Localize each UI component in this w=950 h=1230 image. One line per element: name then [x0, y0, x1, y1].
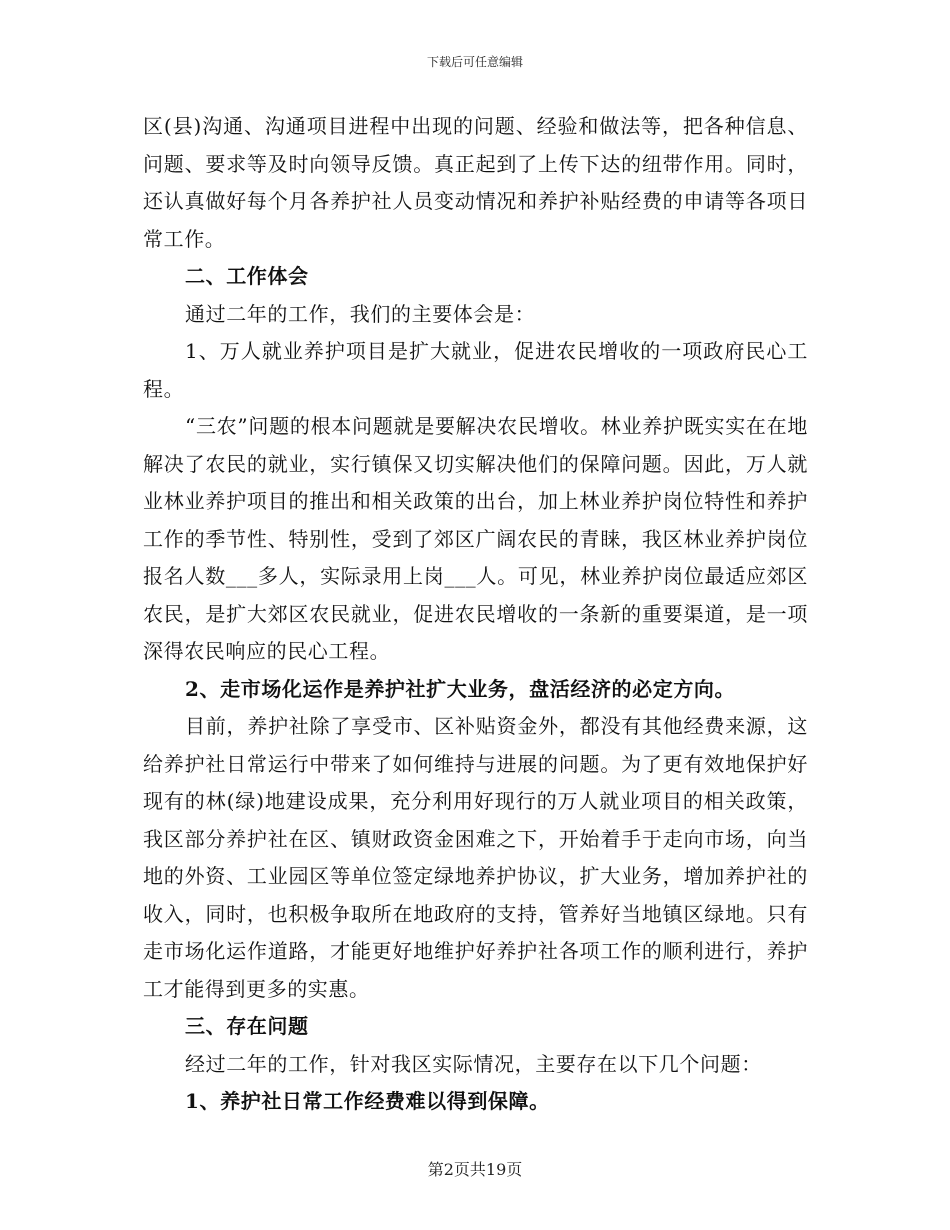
paragraph-problems-intro: 经过二年的工作，针对我区实际情况，主要存在以下几个问题： — [185, 1051, 762, 1076]
section-heading-problems: 三、存在问题 — [185, 1014, 309, 1038]
paragraph-continuation: 区(县)沟通、沟通项目进程中出现的问题、经验和做法等，把各种信息、问题、要求等及时向领导反馈。真正起到了上传下达的纽带作用。同时，还认真做好每个月各养护社人员变动情况和养护补贴经费的申请等各项日常工作。 — [143, 114, 808, 251]
page-header-note: 下载后可任意编辑 — [426, 55, 523, 69]
paragraph-market-operation: 目前，养护社除了享受市、区补贴资金外，都没有其他经费来源，这给养护社日常运行中带来了如何维持与进展的问题。为了更有效地保护好现有的林(绿)地建设成果，充分利用好现行的万人就业项目的相关政策，我区部分养护社在区、镇财政资金困难之下，开始着手于走向市场，向当地的外资、工业园区等单位签定绿地养护协议，扩大业务，增加养护社的收入，同时，也积极争取所在地政府的支持，管养好当地镇区绿地。只有走市场化运作道路，才能更好地维护好养护社各项工作的顺利进行，养护工才能得到更多的实惠。 — [143, 714, 808, 1001]
paragraph-intro-experience: 通过二年的工作，我们的主要体会是： — [185, 301, 536, 326]
paragraph-problem-1-heading: 1、养护社日常工作经费难以得到保障。 — [185, 1089, 550, 1113]
paragraph-point-1: 1、万人就业养护项目是扩大就业，促进农民增收的一项政府民心工程。 — [143, 339, 808, 401]
paragraph-point-2-heading: 2、走市场化运作是养护社扩大业务，盘活经济的必定方向。 — [185, 676, 736, 701]
document-body — [143, 108, 808, 1121]
paragraph-sannong: “三农”问题的根本问题就是要解决农民增收。林业养护既实实在在地解决了农民的就业，实行镇保又切实解决他们的保障问题。因此，万人就业林业养护项目的推出和相关政策的出台，加上林业养护岗位特性和养护工作的季节性、特别性，受到了郊区广阔农民的青睐，我区林业养护岗位报名人数___多人，实际录用上岗___人。可见，林业养护岗位最适应郊区农民，是扩大郊区农民就业，促进农民增收的一条新的重要渠道，是一项深得农民响应的民心工程。 — [143, 414, 808, 663]
section-heading-work-experience: 二、工作体会 — [185, 264, 309, 288]
page-number: 第2页共19页 — [427, 1160, 523, 1179]
